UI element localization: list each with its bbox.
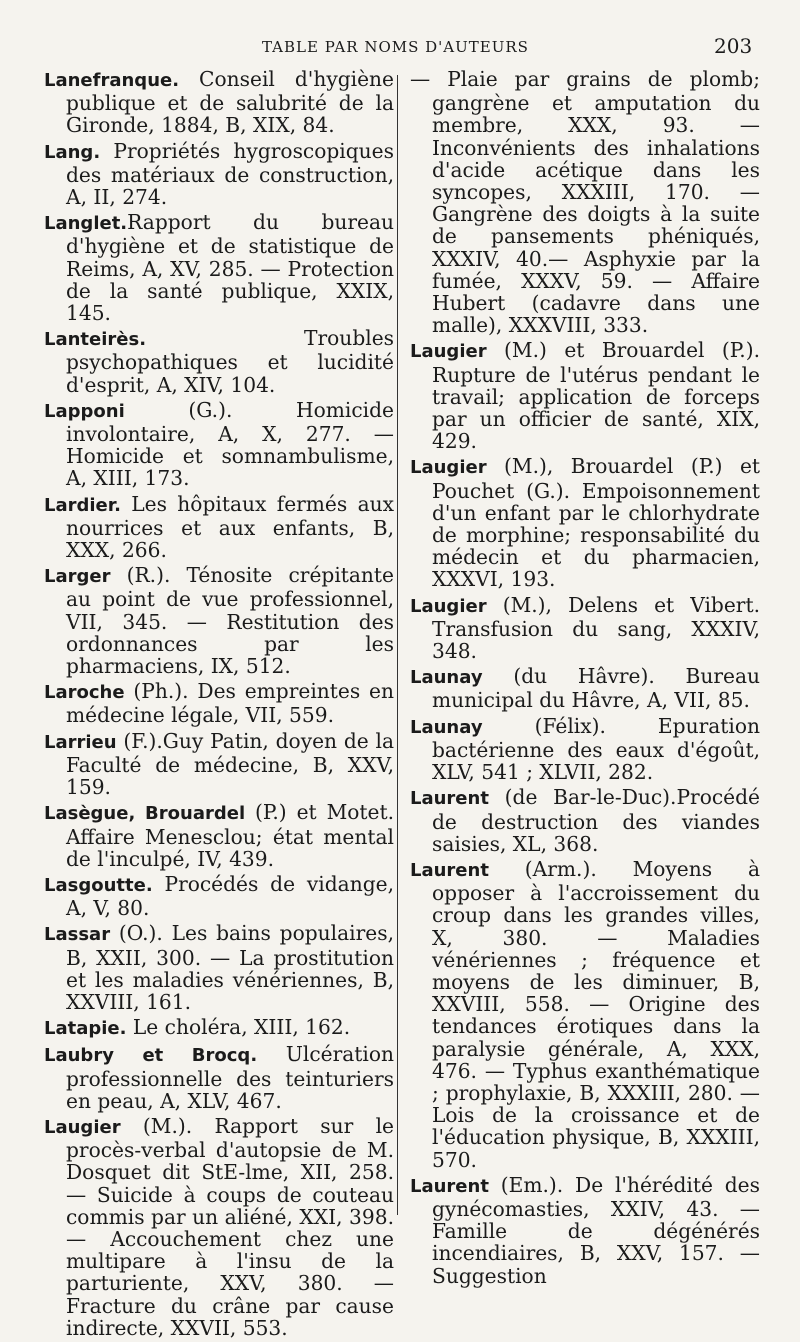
index-entry xyxy=(44,680,394,726)
author-name: Laugier xyxy=(410,341,487,363)
author-name: Lapponi xyxy=(44,400,125,422)
page-number: 203 xyxy=(714,34,753,58)
index-entry xyxy=(410,594,760,663)
entry-text: Troubles psychopathiques et lucidité d'esprit, A, XIV, 104. xyxy=(66,326,394,397)
entry-text: Procédés de vidange, A, V, 80. xyxy=(66,871,394,921)
author-name: Lasgoutte. xyxy=(44,874,153,896)
running-title: TABLE PAR NOMS D'AUTEURS xyxy=(262,38,529,56)
index-entry xyxy=(44,730,394,799)
entry-text: (du Hâvre). Bureau municipal du Hâvre, A, VII, 85. xyxy=(432,664,760,713)
entry-text: (Ph.). Des empreintes en médecine légale, VII, 559. xyxy=(66,679,394,728)
index-entry xyxy=(44,1016,394,1040)
entry-text: (F.).Guy Patin, doyen de la Faculté de médecine, B, XXV, 159. xyxy=(66,728,394,800)
author-name: Laurent xyxy=(410,1175,489,1197)
entry-text: Conseil d'hygiène publique et de salubrité de la Gironde, 1884, B, XIX, 84. xyxy=(66,67,394,138)
index-entry xyxy=(44,922,394,1013)
author-name: Laugier xyxy=(410,595,487,617)
index-entry xyxy=(410,1174,760,1287)
index-entry xyxy=(410,715,760,784)
column-divider xyxy=(397,75,398,1215)
index-entry xyxy=(44,68,394,137)
entry-text: Rapport du bureau d'hygiène et de statistique de Reims, A, XV, 285. — Protection de la santé publique, XXIX, 145. xyxy=(66,210,394,326)
entry-text: (R.). Ténosite crépitante au point de vue professionnel, VII, 345. — Restitution des ordonnances par les pharmaciens, IX, 512. xyxy=(66,563,394,679)
author-name: Laugier xyxy=(410,457,487,479)
index-entry xyxy=(44,873,394,919)
entry-text: (de Bar-le-Duc).Procédé de destruction des viandes saisies, XL, 368. xyxy=(432,785,760,856)
author-name: Laurent xyxy=(410,859,489,881)
index-entry xyxy=(410,68,760,336)
running-head xyxy=(0,34,800,64)
author-name: Lang. xyxy=(44,141,101,163)
index-entry xyxy=(410,665,760,711)
index-entry xyxy=(44,564,394,677)
index-entry xyxy=(44,140,394,209)
right-column xyxy=(410,68,760,1290)
index-entry xyxy=(44,211,394,324)
author-name: Laurent xyxy=(410,788,489,810)
author-name: Lassar xyxy=(44,924,111,946)
author-name: Lanefranque. xyxy=(44,70,180,91)
entry-text: (O.). Les bains populaires, B, XXII, 300. — La prostitution et les maladies vénériennes, B, XXVIII, 161. xyxy=(66,921,394,1014)
author-name: Launay xyxy=(410,716,483,738)
entry-text: (G.). Homicide involontaire, A, X, 277. — Homicide et somnambulisme, A, XIII, 173. xyxy=(66,397,394,491)
entry-text: (M.), Brouardel (P.) et Pouchet (G.). Empoisonnement d'un enfant par le chlorhydrate de morphine; responsabilité du médecin et du pharmacien, XXXVI, 193. xyxy=(432,454,760,592)
author-name: Lasègue, Brouardel xyxy=(44,803,246,825)
index-entry xyxy=(44,493,394,562)
entry-text: (M.), Delens et Vibert. Transfusion du sang, XXXIV, 348. xyxy=(432,592,760,664)
index-entry xyxy=(410,339,760,452)
author-name: Laubry et Brocq. xyxy=(44,1045,258,1067)
index-entry xyxy=(44,1115,394,1339)
index-entry xyxy=(44,1043,394,1112)
entry-text: (Félix). Epuration bactérienne des eaux d'égoût, XLV, 541 ; XLVII, 282. xyxy=(432,713,760,785)
left-column xyxy=(44,68,394,1342)
entry-text: (M.) et Brouardel (P.). Rupture de l'utérus pendant le travail; application de forceps par un officier de santé, XIX, 429. xyxy=(432,338,760,454)
author-name: Larger xyxy=(44,566,111,588)
index-entry xyxy=(410,455,760,590)
entry-text: (Em.). De l'hérédité des gynécomasties, XXIV, 43. — Famille de dégénérés incendiaires, B, XXV, 157. — Suggestion xyxy=(432,1172,760,1288)
author-name: Lanteirès. xyxy=(44,329,147,351)
index-entry xyxy=(44,801,394,870)
entry-text: Le choléra, XIII, 162. xyxy=(126,1015,351,1040)
author-name: Latapie. xyxy=(44,1018,127,1040)
author-name: Launay xyxy=(410,667,483,689)
index-entry xyxy=(410,786,760,855)
author-name: Langlet. xyxy=(44,213,128,235)
entry-text: (P.) et Motet. Affaire Menesclou; état mental de l'inculpé, IV, 439. xyxy=(66,800,394,871)
author-name: Laugier xyxy=(44,1116,121,1138)
entry-text: Ulcération professionnelle des teinturiers en peau, A, XLV, 467. xyxy=(66,1042,394,1113)
author-name: Lardier. xyxy=(44,494,121,516)
index-entry xyxy=(44,327,394,396)
author-name: Laroche xyxy=(44,682,125,704)
entry-text: Propriétés hygroscopiques des matériaux de construction, A, II, 274. xyxy=(66,138,394,210)
entry-text: (Arm.). Moyens à opposer à l'accroissement du croup dans les grandes villes, X, 380. — Maladies vénériennes ; fréquence et moyens de les diminuer, B, XXVIII, 558. — Origine des tendances érotiques dans la paralysie générale, A, XXX, 476. — Typhus exanthématique ; prophylaxie, B, XXXIII, 280. — Lois de la croissance et de l'éducation physique, B, XXXIII, 570. xyxy=(432,856,760,1172)
index-entry xyxy=(44,399,394,490)
entry-text: (M.). Rapport sur le procès-verbal d'autopsie de M. Dosquet dit StE-lme, XII, 258. — Suicide à coups de couteau commis par un aliéné, XXI, 398. — Accouchement chez une multipare à l'insu de la parturiente, XXV, 380. — Fracture du crâne par cause indirecte, XXVII, 553. xyxy=(66,1113,394,1340)
index-entry xyxy=(410,858,760,1171)
entry-text: Les hôpitaux fermés aux nourrices et aux enfants, B, XXX, 266. xyxy=(66,491,394,563)
author-name: Larrieu xyxy=(44,731,117,753)
entry-text: — Plaie par grains de plomb; gangrène et amputation du membre, XXX, 93. — Inconvénients des inhalations d'acide acétique dans les syncopes, XXXIII, 170. — Gangrène des doigts à la suite de pansements phéniqués, XXXIV, 40.— Asphyxie par la fumée, XXXV, 59. — Affaire Hubert (cadavre dans une malle), XXXVIII, 333. xyxy=(410,67,760,338)
